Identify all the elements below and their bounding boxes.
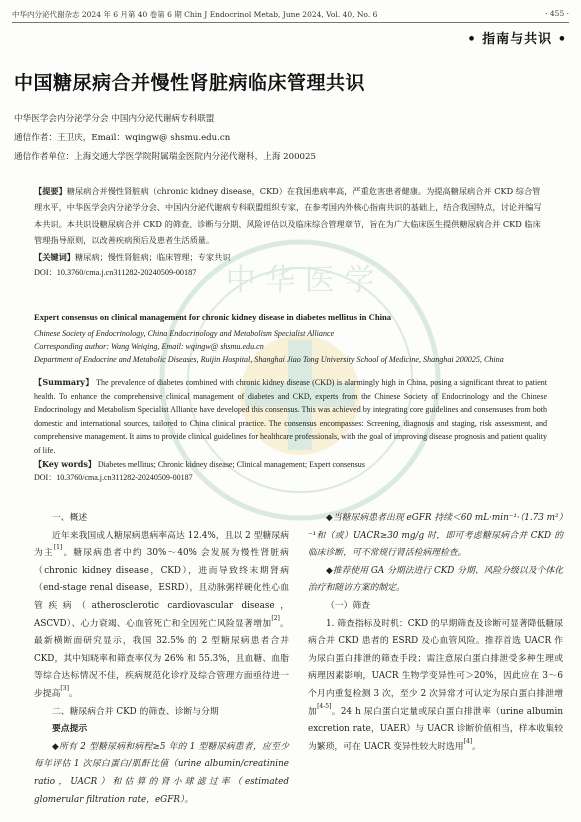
page-number: · 455 · [545, 9, 569, 18]
abstract-cn-text: 糖尿病合并慢性肾脏病（chronic kidney disease，CKD）在我国患病率高，严重危害患者健康。为提高糖尿病合并 CKD 综合管理水平，中华医学会内分泌学分会、中国内分泌代谢病专科联盟组织专家，在参考国内外核心指南共识的基础上，结合我国特点，讨论并编写本共识。本共识设糖尿病合并 CKD 的筛查、诊断与分期、风险评估以及临床综合管理章节，旨在为广大临床医生提供糖尿病合并 CKD 临床管理指导原则，以改善疾病预后及患者生活质量。 [34, 186, 542, 246]
overview-text-1: 近年来我国成人糖尿病患病率高达 12.4%，且以 2 型糖尿病为主 [34, 530, 289, 559]
journal-citation: 中华内分泌代谢杂志 2024 年 6 月第 40 卷第 6 期 Chin J Endocrinol Metab, June 2024, Vol. 40, No. 6 [12, 10, 378, 19]
screening-text-3: 。 [472, 741, 481, 752]
english-summary-text: The prevalence of diabetes combined with chronic kidney disease (CKD) is alarmingly high in China, posing a significant threat to patient health. To enhance the comprehensive clinical management of diabetes and CKD, experts from the Chinese Society of Endocrinology and the Chinese Endocrinology and Metabolism Specialist Alliance have developed this consensus. This was achieved by integrating core guidelines and consensuses from both domestic and international sources, tailored to China clinical practice. The consensus encompasses: Screening, diagnosis and staging, risk assessment, and comprehensive management. It aims to provide clinical guidelines for healthcare professionals, with the goal of improving disease prognosis and patient quality of life. [34, 378, 548, 455]
article-title: 中国糖尿病合并慢性肾脏病临床管理共识 [14, 72, 366, 94]
heading-subsection-screening: （一）筛查 [326, 600, 370, 611]
citation-ref: [1] [53, 544, 63, 552]
heading-key-points: 要点提示 [52, 724, 88, 735]
english-summary-label: 【Summary】 [34, 377, 94, 387]
overview-text-3: 。最新横断面研究显示，我国 32.5% 的 2 型糖尿病患者合并 CKD，其中知晓率和筛查率仅为 26% 和 55.3%，且血糖、血脂等综合达标情况不佳，疾病规范化诊疗及综合管理方面亟待进一步提高 [34, 618, 289, 699]
screening-text-2: 。24 h 尿白蛋白定量或尿白蛋白排泄率（urine albumin excretion rate，UAER）与 UACR 诊断价值相当，样本收集较为繁琐，可在 UACR 变异性较大时选用 [308, 706, 563, 752]
english-summary [34, 376, 547, 458]
citation-ref: [4-5] [317, 702, 332, 710]
svg-text:中 华 医 学: 中 华 医 学 [225, 263, 375, 298]
doi-cn: DOI：10.3760/cma.j.cn311282-20240509-00187 [34, 268, 197, 278]
english-keywords-text: Diabetes mellitus; Chronic kidney disease; Clinical management; Expert consensus [97, 459, 365, 469]
english-title: Expert consensus on clinical management for chronic kidney disease in diabetes mellitus in China [34, 312, 392, 322]
screening-text-1: 1. 筛查指标及时机：CKD 的早期筛查及诊断可显著降低糖尿病合并 CKD 患者的 ESRD 及心血管风险。推荐首选 UACR 作为尿白蛋白排泄的筛查手段；需注意尿白蛋白排泄受多种生理或病理因素影响，UACR 生物学变异性可＞20%，因此应在 3～6 个月内重复检测 3 次，至少 2 次异常才可认定为尿白蛋白排泄增加 [308, 618, 563, 717]
keywords-cn-text: 糖尿病；慢性肾脏病；临床管理；专家共识 [74, 251, 231, 262]
key-point-1: ◆所有 2 型糖尿病和病程≥5 年的 1 型糖尿病患者，应至少每年评估 1 次尿白蛋白/肌酐比值（urine albumin/creatinine ratio，UACR）和估算的肾小球滤过率（estimated glomerular filtration rate，eGFR）。 [34, 741, 289, 805]
english-society: Chinese Society of Endocrinology, China Endocrinology and Metabolism Specialist Alliance [34, 329, 335, 338]
english-doi: DOI：10.3760/cma.j.cn311282-20240509-00187 [34, 473, 193, 483]
abstract-cn [34, 183, 547, 281]
abstract-cn-label: 【提要】 [34, 186, 67, 196]
body-column-left [34, 510, 289, 809]
english-abstract [34, 376, 547, 485]
abstract-cn-body [34, 183, 547, 249]
keywords-cn-label: 【关键词】 [34, 251, 75, 262]
overview-text-4: 。 [68, 688, 78, 699]
paragraph-overview [34, 528, 289, 704]
citation-ref: [3] [60, 684, 69, 692]
heading-overview: 一、概述 [52, 513, 88, 523]
overview-text-2: 。糖尿病患者中约 30%～40% 会发展为慢性肾脏病（chronic kidney disease，CKD），进而导致终末期肾病（end-stage renal disease，ESRD），且动脉粥样硬化性心血管疾病（atherosclerotic cardiovascular disease，ASCVD）、心力衰竭、心血管死亡和全因死亡风险显著增加 [34, 548, 289, 629]
key-point-2: ◆当糖尿病患者出现 eGFR 持续＜60 mL·min⁻¹·（1.73 m²）⁻¹和（或）UACR≥30 mg/g 时，即可考虑糖尿病合并 CKD 的临床诊断，可不常规行肾活检病理检查。 [308, 513, 563, 559]
keywords-cn [34, 249, 547, 265]
key-point-3: ◆推荐使用 GA 分期法进行 CKD 分期、风险分级以及个体化治疗和随访方案的制定。 [308, 565, 563, 594]
heading-screening: 二、糖尿病合并 CKD 的筛查、诊断与分期 [52, 706, 219, 717]
section-tag: • 指南与共识 • [467, 32, 567, 47]
english-keywords-label: 【Key words】 [34, 458, 96, 469]
citation-ref: [2] [271, 614, 280, 622]
citation-ref: [4] [463, 737, 473, 745]
author-affiliation: 通信作者单位：上海交通大学医学院附属瑞金医院内分泌代谢科，上海 200025 [14, 152, 316, 162]
english-affiliation: Department of Endocrine and Metabolic Diseases, Ruijin Hospital, Shanghai Jiao Tong University School of Medicine, Shanghai 200025, China [34, 355, 504, 364]
corresponding-author: 通信作者：王卫庆，Email：wqingw@ shsmu.edu.cn [14, 133, 231, 143]
paragraph-screening [308, 616, 563, 757]
running-header [12, 8, 569, 23]
english-keywords [34, 458, 547, 472]
body-column-right [308, 510, 563, 756]
english-corresponding: Corresponding author: Wang Weiqing, Email: wqingw@ shsmu.edu.cn [34, 342, 264, 351]
authors: 中华医学会内分泌学分会 中国内分泌代谢病专科联盟 [14, 114, 215, 124]
